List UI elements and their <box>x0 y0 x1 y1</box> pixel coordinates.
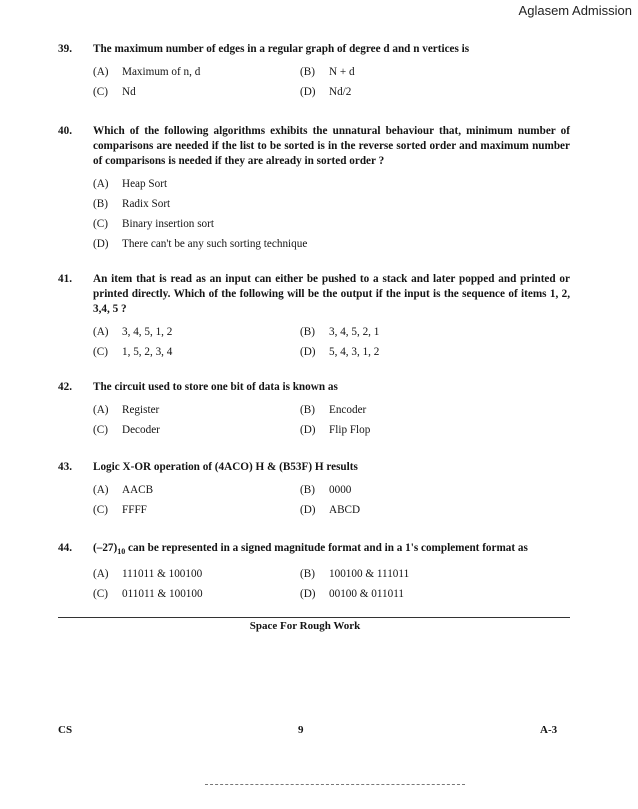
footer-subject-code: CS <box>58 724 73 736</box>
option-a: (A) 3, 4, 5, 1, 2 <box>93 325 173 338</box>
option-b: (B) Encoder <box>300 403 367 416</box>
option-b: (B) 100100 & 111011 <box>300 567 410 580</box>
option-c: (C) 011011 & 100100 <box>93 587 203 600</box>
rough-work-label: Space For Rough Work <box>249 620 361 632</box>
option-d: (D) There can't be any such sorting technique <box>93 237 308 250</box>
option-a: (A) Maximum of n, d <box>93 65 201 78</box>
option-b: (B) N + d <box>300 65 355 78</box>
question-number: 40. <box>58 125 72 137</box>
option-b: (B) 0000 <box>300 483 352 496</box>
option-d: (D) ABCD <box>300 503 361 516</box>
question-43 <box>58 460 570 520</box>
option-c: (C) Binary insertion sort <box>93 217 214 230</box>
question-number: 42. <box>58 381 72 393</box>
option-d: (D) 00100 & 011011 <box>300 587 404 600</box>
option-c: (C) FFFF <box>93 503 147 516</box>
option-d: (D) Flip Flop <box>300 423 371 436</box>
question-text: An item that is read as an input can either be pushed to a stack and later popped and printed or printed directly. Which of the following will be the output if the input is the sequence of items 1, 2, 3,4, 5 ? <box>93 273 570 315</box>
question-40 <box>58 124 570 254</box>
option-b: (B) Radix Sort <box>93 197 171 210</box>
option-a: (A) Register <box>93 403 160 416</box>
option-a: (A) 111011 & 100100 <box>93 567 203 580</box>
question-text: The maximum number of edges in a regular graph of degree d and n vertices is <box>93 43 470 55</box>
question-number: 39. <box>58 43 72 55</box>
question-42 <box>58 380 570 440</box>
question-39 <box>58 42 570 102</box>
question-text: $(-27)_{10}$ can be represented in a signed magnitude format and in a 1's complement format as <box>93 542 528 557</box>
question-text: Logic X-OR operation of (4ACO) H & (B53F) H results <box>93 461 358 473</box>
footer-page-number: 9 <box>298 724 304 736</box>
option-a: (A) Heap Sort <box>93 177 168 190</box>
option-c: (C) Decoder <box>93 423 160 436</box>
question-text: The circuit used to store one bit of data is known as <box>93 381 338 393</box>
divider-rule <box>58 617 570 618</box>
question-41 <box>58 272 570 362</box>
question-44 <box>58 541 570 604</box>
question-number: 43. <box>58 461 72 473</box>
option-d: (D) Nd/2 <box>300 85 352 98</box>
question-number: 41. <box>58 273 72 285</box>
option-b: (B) 3, 4, 5, 2, 1 <box>300 325 380 338</box>
option-d: (D) 5, 4, 3, 1, 2 <box>300 345 380 358</box>
bottom-dashed-line <box>205 784 465 785</box>
option-a: (A) AACB <box>93 483 154 496</box>
option-c: (C) 1, 5, 2, 3, 4 <box>93 345 173 358</box>
footer-series-code: A-3 <box>540 724 558 736</box>
option-c: (C) Nd <box>93 85 136 98</box>
question-text: Which of the following algorithms exhibits the unnatural behaviour that, minimum number of comparisons are needed if the list to be sorted is in the reverse sorted order and maximum number of comparisons is needed if they are already in sorted order ? <box>93 125 570 167</box>
question-number: 44. <box>58 542 72 554</box>
watermark: Aglasem Admission <box>518 3 632 18</box>
